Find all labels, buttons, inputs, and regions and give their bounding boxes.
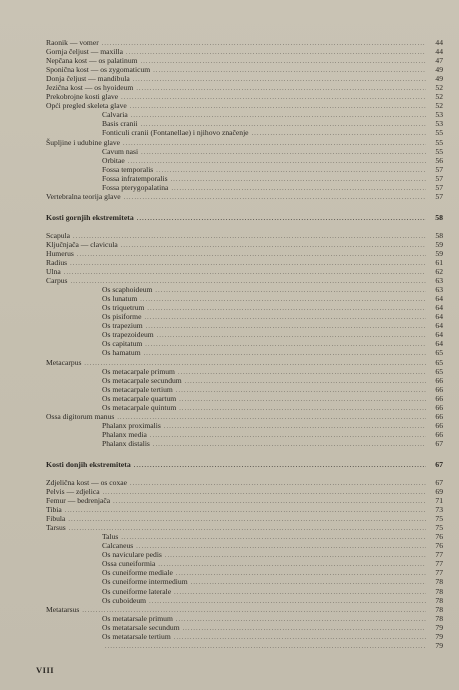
toc-entry-page: 75 <box>435 523 443 533</box>
toc-entry-page: 57 <box>435 182 443 192</box>
toc-entry-page: 67 <box>435 477 443 487</box>
section-title: Kosti gornjih ekstremiteta <box>46 212 134 222</box>
toc-entry-page: 79 <box>435 640 443 650</box>
toc-entry-page: 52 <box>435 101 443 111</box>
toc-entry-page: 57 <box>435 191 443 201</box>
toc-entry <box>46 92 443 101</box>
toc-entry-title: Os metacarpale quartum <box>102 393 177 403</box>
toc-entry <box>46 632 443 641</box>
toc-entry <box>46 394 443 403</box>
toc-entry <box>46 183 443 192</box>
toc-entry-title: Ossa digitorum manus <box>46 411 115 421</box>
toc-entry <box>46 231 443 240</box>
toc-entry-title: Scapula <box>46 230 71 240</box>
toc-entry-title: Os metacarpale tertium <box>102 384 173 394</box>
leader-dots <box>144 350 426 359</box>
leader-dots <box>156 167 426 176</box>
leader-dots <box>121 242 426 251</box>
toc-entry-title: Jezična kost — os hyoideum <box>46 83 134 93</box>
toc-entry-page: 66 <box>435 402 443 412</box>
toc-entry <box>46 439 443 448</box>
toc-entry-page: 77 <box>435 559 443 569</box>
toc-entry-title: Os metatarsale secundum <box>102 622 180 632</box>
toc-entry <box>46 192 443 201</box>
toc-entry <box>46 596 443 605</box>
toc-entry <box>46 376 443 385</box>
toc-entry-title: Os lunatum <box>102 294 138 304</box>
toc-entry-title: Nepčana kost — os palatinum <box>46 56 138 66</box>
toc-entry-page: 66 <box>435 429 443 439</box>
toc-entry-title: Tarsus <box>46 523 66 533</box>
leader-dots <box>171 176 426 185</box>
toc-entry-title: Os metacarpale secundum <box>102 375 182 385</box>
toc-entry <box>46 38 443 47</box>
leader-dots <box>130 480 426 489</box>
toc-entry <box>46 47 443 56</box>
leader-dots <box>153 441 426 450</box>
leader-dots <box>105 643 426 652</box>
leader-dots <box>150 432 426 441</box>
toc-entry <box>46 339 443 348</box>
toc-entry-title: Os triquetrum <box>102 303 145 313</box>
toc-entry-page: 77 <box>435 550 443 560</box>
leader-dots <box>145 341 426 350</box>
toc-entry <box>46 505 443 514</box>
leader-dots <box>155 287 426 296</box>
leader-dots <box>191 579 426 588</box>
toc-entry <box>46 128 443 137</box>
toc-entry <box>46 101 443 110</box>
toc-entry-page: 76 <box>435 532 443 542</box>
toc-entry-page: 55 <box>435 146 443 156</box>
toc-entry-page: 58 <box>435 230 443 240</box>
leader-dots <box>121 534 426 543</box>
toc-entry-title: Fonticuli cranii (Fontanellae) i njihovo značenje <box>102 128 249 138</box>
toc-entry <box>46 249 443 258</box>
leader-dots <box>113 498 426 507</box>
leader-dots <box>158 561 426 570</box>
toc-entry-title: Os scaphoideum <box>102 285 153 295</box>
toc-entry-title: Os cuboideum <box>102 595 147 605</box>
leader-dots <box>157 332 426 341</box>
leader-dots <box>178 369 426 378</box>
toc-entry <box>46 348 443 357</box>
toc-entry-page: 78 <box>435 613 443 623</box>
section-page-number: 67 <box>435 459 443 469</box>
toc-entry-page: 66 <box>435 375 443 385</box>
toc-entry-title: Carpus <box>46 276 68 286</box>
section-title: Kosti donjih ekstremiteta <box>46 459 131 469</box>
toc-entry-title: Fossa temporalis <box>102 164 154 174</box>
leader-dots <box>136 85 426 94</box>
toc-entry-title: Os cuneiforme laterale <box>102 586 172 596</box>
leader-dots <box>179 405 426 414</box>
toc-entry-title: Metacarpus <box>46 357 82 367</box>
toc-entry <box>46 294 443 303</box>
toc-entry-title: Phalanx distalis <box>102 438 150 448</box>
toc-entry-title: Metatarsus <box>46 604 80 614</box>
leader-dots <box>141 149 426 158</box>
toc-entry-page: 65 <box>435 366 443 376</box>
toc-entry-page: 69 <box>435 487 443 497</box>
toc-entry <box>46 276 443 285</box>
toc-entry-page: 78 <box>435 577 443 587</box>
toc-entry-title: Opći pregled skeleta glave <box>46 101 127 111</box>
leader-dots <box>133 76 426 85</box>
toc-entry <box>46 532 443 541</box>
toc-entry-title: Fossa infratemporalis <box>102 173 168 183</box>
toc-entry <box>46 330 443 339</box>
leader-dots <box>68 516 426 525</box>
leader-dots <box>103 489 426 498</box>
toc-entry <box>46 165 443 174</box>
toc-list-upper-limb <box>46 231 443 448</box>
toc-entry <box>46 65 443 74</box>
toc-entry-page: 79 <box>435 631 443 641</box>
toc-entry-title: Os metacarpale quintum <box>102 402 177 412</box>
toc-entry-title: Os metacarpale primum <box>102 366 175 376</box>
leader-dots <box>183 625 426 634</box>
toc-entry-page: 44 <box>435 47 443 57</box>
toc-entry-page: 55 <box>435 128 443 138</box>
leader-dots <box>146 323 426 332</box>
toc-entry-title: Radius <box>46 257 68 267</box>
toc-entry-page: 57 <box>435 173 443 183</box>
toc-entry-page: 67 <box>435 438 443 448</box>
leader-dots <box>102 40 426 49</box>
section-heading-lower-limb <box>46 460 443 471</box>
toc-entry-title: Ossa cuneiformia <box>102 559 156 569</box>
leader-dots <box>123 140 426 149</box>
toc-entry-title: Tibia <box>46 505 62 515</box>
toc-entry-page: 64 <box>435 303 443 313</box>
toc-entry <box>46 641 443 650</box>
toc-entry <box>46 514 443 523</box>
toc-entry <box>46 496 443 505</box>
toc-entry <box>46 587 443 596</box>
toc-entry-title: Prekobrojne kosti glave <box>46 92 119 102</box>
toc-entry-page: 47 <box>435 56 443 66</box>
toc-entry-page: 64 <box>435 330 443 340</box>
toc-block-skull <box>46 38 443 201</box>
toc-entry-page: 63 <box>435 285 443 295</box>
leader-dots <box>176 570 426 579</box>
toc-entry <box>46 147 443 156</box>
toc-entry-page: 56 <box>435 155 443 165</box>
toc-entry-page: 44 <box>435 38 443 47</box>
toc-entry <box>46 367 443 376</box>
toc-list-lower-limb <box>46 478 443 650</box>
toc-entry <box>46 541 443 550</box>
toc-entry <box>46 421 443 430</box>
page-folio: VIII <box>36 665 55 675</box>
toc-entry-title: Femur — bedrenjača <box>46 496 111 506</box>
toc-entry-page: 65 <box>435 357 443 367</box>
toc-entry-page: 59 <box>435 248 443 258</box>
section-page-number: 58 <box>435 212 443 222</box>
leader-dots <box>64 269 426 278</box>
toc-entry-title: Cavum nasi <box>102 146 139 156</box>
toc-entry <box>46 577 443 586</box>
toc-entry-title: Os pisiforme <box>102 312 142 322</box>
toc-entry-title: Calcaneus <box>102 541 134 551</box>
toc-entry <box>46 83 443 92</box>
toc-entry-page: 78 <box>435 586 443 596</box>
leader-dots <box>252 130 426 139</box>
leader-dots <box>117 414 426 423</box>
leader-dots <box>141 58 426 67</box>
toc-entry-page: 64 <box>435 312 443 322</box>
toc-entry-title: Raonik — vomer <box>46 38 99 47</box>
leader-dots <box>174 634 426 643</box>
toc-entry-page: 65 <box>435 348 443 358</box>
leader-dots <box>140 296 426 305</box>
toc-entry <box>46 156 443 165</box>
toc-entry <box>46 550 443 559</box>
toc-entry <box>46 303 443 312</box>
leader-dots <box>128 158 426 167</box>
toc-entry-page: 73 <box>435 505 443 515</box>
toc-entry <box>46 74 443 83</box>
toc-entry <box>46 240 443 249</box>
leader-dots <box>69 525 426 534</box>
toc-entry-title: Gornja čeljust — maxilla <box>46 47 123 57</box>
toc-entry-title: Ulna <box>46 267 61 277</box>
toc-entry <box>46 487 443 496</box>
toc-entry-page: 52 <box>435 83 443 93</box>
toc-entry-page: 66 <box>435 411 443 421</box>
toc-entry-page: 64 <box>435 294 443 304</box>
toc-entry-page: 78 <box>435 604 443 614</box>
toc-entry-page: 57 <box>435 164 443 174</box>
toc-entry-page: 49 <box>435 74 443 84</box>
leader-dots <box>136 543 426 552</box>
leader-dots <box>171 185 426 194</box>
toc-entry-title: Orbitae <box>102 155 125 165</box>
toc-entry <box>46 605 443 614</box>
toc-entry-page: 49 <box>435 65 443 75</box>
toc-entry-title: Humerus <box>46 248 74 258</box>
toc-entry <box>46 523 443 532</box>
toc-entry-page: 77 <box>435 568 443 578</box>
toc-entry-page: 59 <box>435 239 443 249</box>
toc-entry-page: 76 <box>435 541 443 551</box>
leader-dots <box>176 616 426 625</box>
toc-entry <box>46 623 443 632</box>
leader-dots <box>77 251 426 260</box>
toc-entry-title: Os capitatum <box>102 339 143 349</box>
toc-entry <box>46 312 443 321</box>
toc-entry-title: Fossa pterygopalatina <box>102 182 169 192</box>
leader-dots <box>131 112 426 121</box>
toc-entry-page: 63 <box>435 276 443 286</box>
toc-entry <box>46 321 443 330</box>
leader-dots <box>185 378 426 387</box>
toc-entry-page: 64 <box>435 339 443 349</box>
toc-entry <box>46 559 443 568</box>
toc-entry <box>46 430 443 439</box>
toc-entry-title: Donja čeljust — mandibula <box>46 74 130 84</box>
toc-entry-page: 75 <box>435 514 443 524</box>
leader-dots <box>153 67 426 76</box>
leader-dots <box>121 94 426 103</box>
toc-entry-title: Os trapezoideum <box>102 330 154 340</box>
leader-dots <box>130 103 426 112</box>
toc-entry-page: 61 <box>435 257 443 267</box>
toc-entry-title: Os cuneiforme intermedium <box>102 577 188 587</box>
leader-dots <box>65 507 426 516</box>
toc-entry-title: Pelvis — zdjelica <box>46 487 100 497</box>
leader-dots <box>73 233 426 242</box>
leader-dots <box>147 305 426 314</box>
leader-dots <box>137 215 426 224</box>
toc-entry <box>46 403 443 412</box>
toc-entry-page: 64 <box>435 321 443 331</box>
section-heading-upper-limb <box>46 213 443 224</box>
leader-dots <box>134 462 426 471</box>
toc-entry <box>46 358 443 367</box>
toc-entry <box>46 56 443 65</box>
toc-entry-page: 78 <box>435 595 443 605</box>
toc-entry-title: Zdjelična kost — os coxae <box>46 477 127 487</box>
leader-dots <box>70 260 426 269</box>
toc-entry <box>46 285 443 294</box>
leader-dots <box>124 194 426 203</box>
toc-entry-title: Os cuneiforme mediale <box>102 568 173 578</box>
toc-entry-page: 71 <box>435 496 443 506</box>
toc-entry-title: Os metatarsale tertium <box>102 631 171 641</box>
toc-entry-page: 55 <box>435 137 443 147</box>
toc-entry-title: Vertebralna teorija glave <box>46 191 121 201</box>
toc-entry-title: Os naviculare pedis <box>102 550 162 560</box>
leader-dots <box>126 49 426 58</box>
leader-dots <box>149 598 426 607</box>
leader-dots <box>179 396 426 405</box>
toc-entry-title: Talus <box>102 532 119 542</box>
toc-entry-page: 53 <box>435 110 443 120</box>
toc-entry-title: Ključnjača — clavicula <box>46 239 118 249</box>
toc-entry-page: 66 <box>435 393 443 403</box>
toc-entry <box>46 110 443 119</box>
toc-entry-page: 79 <box>435 622 443 632</box>
toc-entry-title: Šupljine i udubine glave <box>46 137 121 147</box>
toc-entry-title: Sponična kost — os zygomaticum <box>46 65 151 75</box>
toc-entry-page: 66 <box>435 384 443 394</box>
toc-entry <box>46 614 443 623</box>
toc-entry <box>46 478 443 487</box>
toc-entry-title: Os trapezium <box>102 321 143 331</box>
leader-dots <box>176 387 426 396</box>
toc-entry <box>46 119 443 128</box>
leader-dots <box>174 589 426 598</box>
toc-entry-title: Calvaria <box>102 110 128 120</box>
toc-entry-title: Fibula <box>46 514 66 524</box>
toc-entry <box>46 174 443 183</box>
toc-entry-title: Basis cranii <box>102 119 138 129</box>
toc-entry <box>46 412 443 421</box>
toc-entry-page: 62 <box>435 267 443 277</box>
leader-dots <box>144 314 426 323</box>
toc-entry-page: 52 <box>435 92 443 102</box>
leader-dots <box>164 423 426 432</box>
toc-entry <box>46 267 443 276</box>
toc-entry-title: Os metatarsale primum <box>102 613 173 623</box>
leader-dots <box>165 552 426 561</box>
toc-entry <box>46 568 443 577</box>
toc-entry-title: Os hamatum <box>102 348 141 358</box>
toc-entry <box>46 258 443 267</box>
toc-entry-title: Phalanx media <box>102 429 147 439</box>
toc-entry-title: Phalanx proximalis <box>102 420 161 430</box>
toc-entry-page: 66 <box>435 420 443 430</box>
toc-entry <box>46 385 443 394</box>
toc-entry-page: 53 <box>435 119 443 129</box>
toc-entry <box>46 138 443 147</box>
